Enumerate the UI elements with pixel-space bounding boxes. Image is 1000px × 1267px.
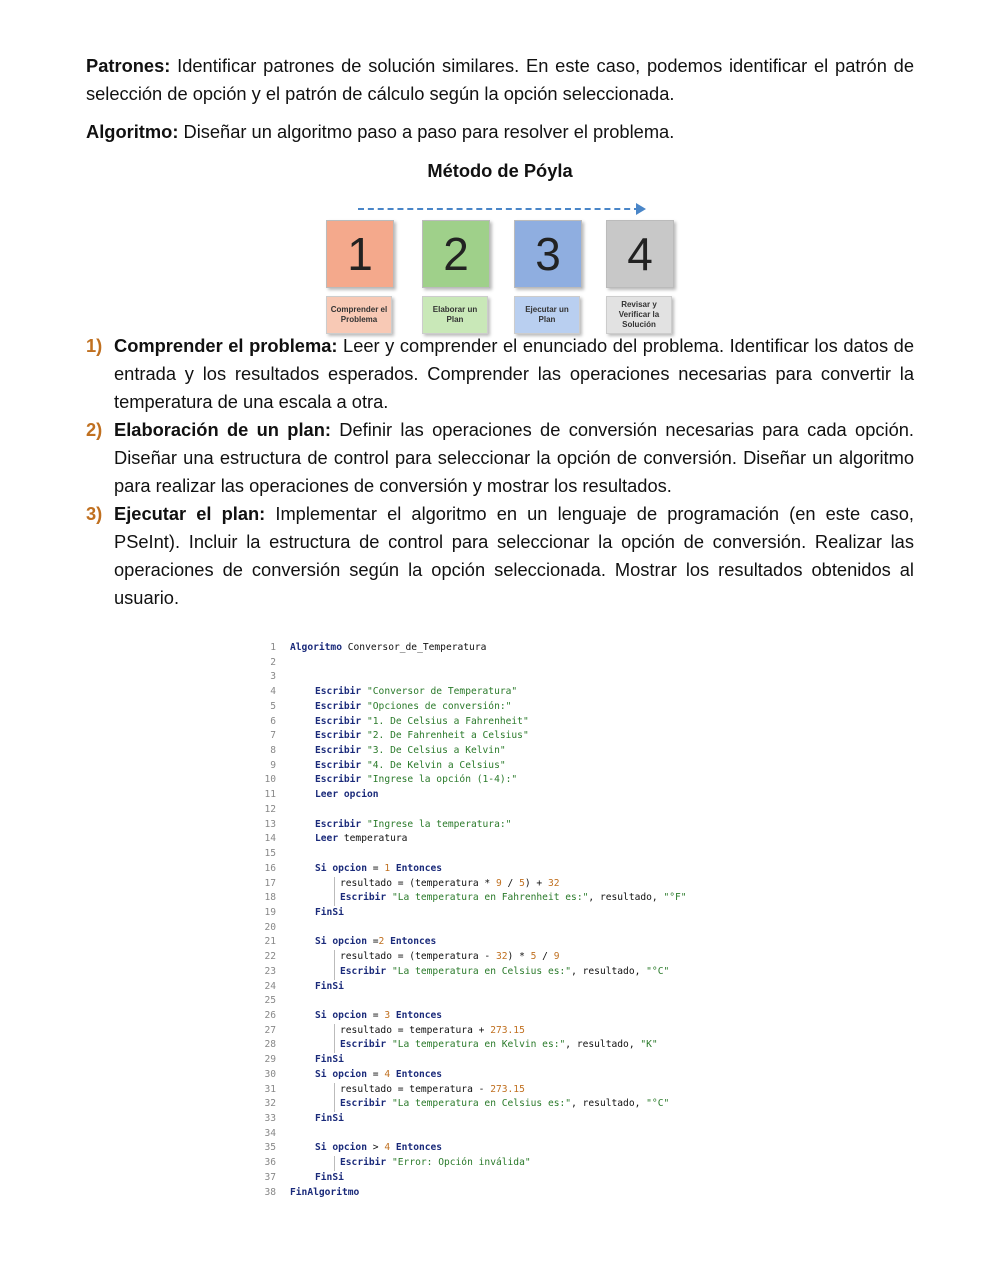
code-token: 9: [495, 877, 502, 889]
code-token: "1. De Celsius a Fahrenheit": [367, 715, 529, 727]
code-token: "°C": [646, 1098, 670, 1110]
code-line: [258, 1186, 738, 1201]
code-token: "Error: Opción inválida": [392, 1157, 531, 1169]
code-token: , resultado,: [571, 1098, 647, 1110]
list-label: Ejecutar el plan:: [114, 503, 266, 524]
line-number: 37: [264, 1171, 276, 1183]
code-token: Leer: [315, 833, 339, 845]
step-number: 4: [606, 220, 674, 288]
code-token: 5: [530, 951, 537, 963]
code-token: Conversor_de_Temperatura: [341, 642, 487, 653]
list-number: 2): [86, 419, 103, 440]
block-guide: [334, 1156, 335, 1171]
code-line: [258, 670, 738, 685]
code-token: ) +: [524, 877, 548, 889]
code-token: 9: [553, 951, 560, 963]
arrow-head-icon: [636, 203, 646, 215]
line-number: 26: [264, 1009, 276, 1021]
code-token: "Conversor de Temperatura": [367, 686, 518, 698]
block-guide: [334, 965, 335, 980]
list-label: Comprender el problema:: [114, 335, 338, 356]
code-token: temperatura: [338, 833, 408, 845]
code-token: resultado = (temperatura -: [340, 951, 496, 963]
progress-arrow: [358, 208, 640, 210]
code-token: "La temperatura en Celsius es:": [392, 1098, 572, 1110]
code-token: Escribir: [340, 1098, 387, 1110]
code-token: Si opcion: [315, 1142, 367, 1154]
step-number: 2: [422, 220, 490, 288]
line-number: 25: [264, 995, 276, 1007]
line-number: 29: [264, 1054, 276, 1066]
code-token: , resultado,: [565, 1039, 641, 1051]
line-number: 6: [270, 715, 276, 727]
code-token: Escribir: [315, 759, 362, 771]
line-number: 31: [264, 1083, 276, 1095]
code-token: 4: [384, 1068, 391, 1080]
code-line: [258, 641, 738, 656]
code-token: =: [366, 1068, 385, 1080]
line-number: 16: [264, 862, 276, 874]
patrones-text: Identificar patrones de solución similares. En este caso, podemos identificar el patrón de selección de opción y el patrón de cálculo según la opción seleccionada.: [86, 55, 914, 104]
code-token: /: [536, 951, 554, 963]
code-line: [258, 965, 738, 980]
code-token: FinSi: [315, 906, 344, 918]
line-number: 21: [264, 936, 276, 948]
line-number: 36: [264, 1157, 276, 1169]
code-token: Escribir: [340, 1039, 387, 1051]
polya-step-4: [606, 220, 674, 334]
code-token: FinSi: [315, 1054, 344, 1066]
code-token: Entonces: [395, 1142, 443, 1154]
block-guide: [334, 1097, 335, 1112]
code-token: "La temperatura en Fahrenheit es:": [392, 892, 589, 904]
code-token: ) *: [507, 951, 531, 963]
code-token: 273.15: [490, 1083, 525, 1095]
code-line: [258, 847, 738, 862]
code-token: "°F": [663, 892, 687, 904]
code-token: "Ingrese la temperatura:": [367, 818, 512, 830]
line-number: 24: [264, 980, 276, 992]
code-line: [258, 1068, 738, 1083]
line-number: 2: [270, 656, 276, 668]
list-item: [86, 500, 914, 612]
code-token: Algoritmo: [290, 642, 342, 653]
line-number: 18: [264, 892, 276, 904]
document-page: [86, 52, 914, 612]
code-line: [258, 1053, 738, 1068]
code-token: "3. De Celsius a Kelvin": [367, 745, 506, 757]
code-token: FinAlgoritmo: [290, 1186, 360, 1198]
code-token: Entonces: [395, 862, 443, 874]
code-token: "4. De Kelvin a Celsius": [367, 759, 506, 771]
code-token: Entonces: [395, 1009, 443, 1021]
line-number: 11: [264, 789, 276, 801]
line-number: 8: [270, 745, 276, 757]
code-token: "La temperatura en Celsius es:": [392, 965, 572, 977]
step-label: Ejecutar un Plan: [514, 296, 580, 334]
code-token: Escribir: [315, 715, 362, 727]
line-number: 35: [264, 1142, 276, 1154]
code-line: [258, 994, 738, 1009]
code-token: 273.15: [490, 1024, 525, 1036]
block-guide: [334, 1083, 335, 1098]
step-label: Comprender el Problema: [326, 296, 392, 334]
block-guide: [334, 877, 335, 892]
code-token: , resultado,: [571, 965, 647, 977]
step-number: 1: [326, 220, 394, 288]
code-token: "Ingrese la opción (1-4):": [367, 774, 518, 786]
line-number: 4: [270, 686, 276, 698]
line-number: 22: [264, 951, 276, 963]
step-label: Elaborar un Plan: [422, 296, 488, 334]
line-number: 20: [264, 921, 276, 933]
polya-diagram: [86, 192, 914, 329]
list-number: 1): [86, 335, 103, 356]
code-token: FinSi: [315, 1113, 344, 1124]
block-guide: [334, 1038, 335, 1053]
block-guide: [334, 891, 335, 906]
code-token: 5: [519, 877, 525, 889]
code-token: 1: [384, 862, 391, 874]
code-token: FinSi: [315, 980, 344, 992]
code-token: 2: [378, 936, 385, 948]
line-number: 7: [270, 730, 276, 742]
code-token: "2. De Fahrenheit a Celsius": [367, 730, 529, 742]
list-label: Elaboración de un plan:: [114, 419, 331, 440]
algoritmo-label: Algoritmo:: [86, 121, 179, 142]
list-text: Implementar el algoritmo en un lenguaje de programación (en este caso, PSeInt). Incluir la estructura de control para seleccionar la opción de conversión. Realizar las operaciones de conversión según la opción seleccionada. Mostrar los resultados obtenidos al usuario.: [114, 503, 914, 608]
code-token: FinSi: [315, 1171, 344, 1183]
patrones-label: Patrones:: [86, 55, 171, 76]
code-token: resultado = (temperatura *: [340, 877, 496, 889]
code-token: 4: [384, 1142, 391, 1154]
code-line: [258, 744, 738, 759]
list-item: [86, 416, 914, 500]
code-line: [258, 1112, 738, 1127]
pseint-code-listing: [258, 641, 738, 1200]
figure-title: Método de Póyla: [427, 160, 573, 181]
line-number: 12: [264, 803, 276, 815]
code-token: 32: [495, 951, 508, 963]
code-token: /: [501, 877, 520, 889]
polya-step-2: [422, 220, 490, 334]
code-token: , resultado,: [588, 892, 664, 904]
code-line: [258, 1171, 738, 1186]
list-number: 3): [86, 503, 103, 524]
line-number: 33: [264, 1113, 276, 1124]
algoritmo-text: Diseñar un algoritmo paso a paso para resolver el problema.: [178, 121, 675, 142]
line-number: 9: [270, 759, 276, 771]
code-token: =: [366, 862, 385, 874]
code-line: [258, 1156, 738, 1171]
step-label: Revisar y Verificar la Solución: [606, 296, 672, 334]
code-line: [258, 1097, 738, 1112]
code-line: [258, 788, 738, 803]
code-token: Si opcion: [315, 936, 367, 948]
patrones-paragraph: [86, 52, 914, 108]
code-token: 3: [384, 1009, 391, 1021]
polya-step-1: [326, 220, 394, 334]
code-token: Escribir: [315, 730, 362, 742]
list-text: Leer y comprender el enunciado del problema. Identificar los datos de entrada y los resultados esperados. Comprender las operaciones necesarias para convertir la temperatura de una escala a otra.: [114, 335, 914, 412]
line-number: 27: [264, 1024, 276, 1036]
line-number: 10: [264, 774, 276, 786]
code-line: [258, 759, 738, 774]
line-number: 30: [264, 1068, 276, 1080]
code-line: [258, 715, 738, 730]
code-line: [258, 1009, 738, 1024]
code-line: [258, 1038, 738, 1053]
code-token: Escribir: [340, 892, 387, 904]
line-number: 23: [264, 965, 276, 977]
line-number: 38: [264, 1186, 276, 1198]
line-number: 19: [264, 906, 276, 918]
code-line: [258, 980, 738, 995]
code-token: Leer opcion: [315, 789, 379, 801]
line-number: 3: [270, 671, 276, 683]
block-guide: [334, 950, 335, 965]
line-number: 15: [264, 848, 276, 860]
code-line: [258, 1127, 738, 1142]
code-line: [258, 891, 738, 906]
line-number: 17: [264, 877, 276, 889]
code-token: Si opcion: [315, 862, 367, 874]
code-line: [258, 656, 738, 671]
list-text: Definir las operaciones de conversión necesarias para cada opción. Diseñar una estructura de control para seleccionar la opción de conversión. Diseñar un algoritmo para realizar las operaciones de conversión y mostrar los resultados.: [114, 419, 914, 496]
code-line: [258, 832, 738, 847]
code-line: [258, 729, 738, 744]
code-line: [258, 862, 738, 877]
line-number: 28: [264, 1039, 276, 1051]
code-token: resultado = temperatura -: [340, 1083, 491, 1095]
code-line: [258, 877, 738, 892]
list-item: [86, 332, 914, 416]
code-token: 32: [547, 877, 560, 889]
code-line: [258, 1083, 738, 1098]
method-steps-list: [86, 332, 914, 612]
code-token: Escribir: [315, 686, 362, 698]
code-line: [258, 700, 738, 715]
code-token: =: [366, 1009, 385, 1021]
code-token: "K": [640, 1039, 658, 1051]
code-line: [258, 818, 738, 833]
code-token: Si opcion: [315, 1068, 367, 1080]
code-token: =: [366, 936, 379, 948]
code-token: Escribir: [315, 818, 362, 830]
code-token: Si opcion: [315, 1009, 367, 1021]
line-number: 13: [264, 818, 276, 830]
code-token: Entonces: [390, 936, 437, 948]
line-number: 5: [270, 700, 276, 712]
code-token: "La temperatura en Kelvin es:": [392, 1039, 566, 1051]
polya-step-3: [514, 220, 582, 334]
code-line: [258, 921, 738, 936]
code-line: [258, 803, 738, 818]
code-line: [258, 685, 738, 700]
code-line: [258, 1141, 738, 1156]
code-line: [258, 950, 738, 965]
code-token: Escribir: [315, 745, 362, 757]
code-line: [258, 935, 738, 950]
code-token: "°C": [646, 965, 670, 977]
code-token: Escribir: [340, 965, 387, 977]
algoritmo-paragraph: [86, 118, 914, 146]
line-number: 32: [264, 1098, 276, 1110]
code-token: Escribir: [315, 774, 362, 786]
line-number: 1: [270, 642, 276, 653]
code-token: Escribir: [315, 700, 362, 712]
code-token: Escribir: [340, 1157, 387, 1169]
block-guide: [334, 1024, 335, 1039]
code-token: resultado = temperatura +: [340, 1024, 491, 1036]
code-line: [258, 773, 738, 788]
step-number: 3: [514, 220, 582, 288]
code-token: >: [366, 1142, 385, 1154]
line-number: 34: [264, 1127, 276, 1139]
code-line: [258, 906, 738, 921]
line-number: 14: [264, 833, 276, 845]
code-token: Entonces: [395, 1068, 443, 1080]
code-line: [258, 1024, 738, 1039]
code-token: "Opciones de conversión:": [367, 700, 512, 712]
